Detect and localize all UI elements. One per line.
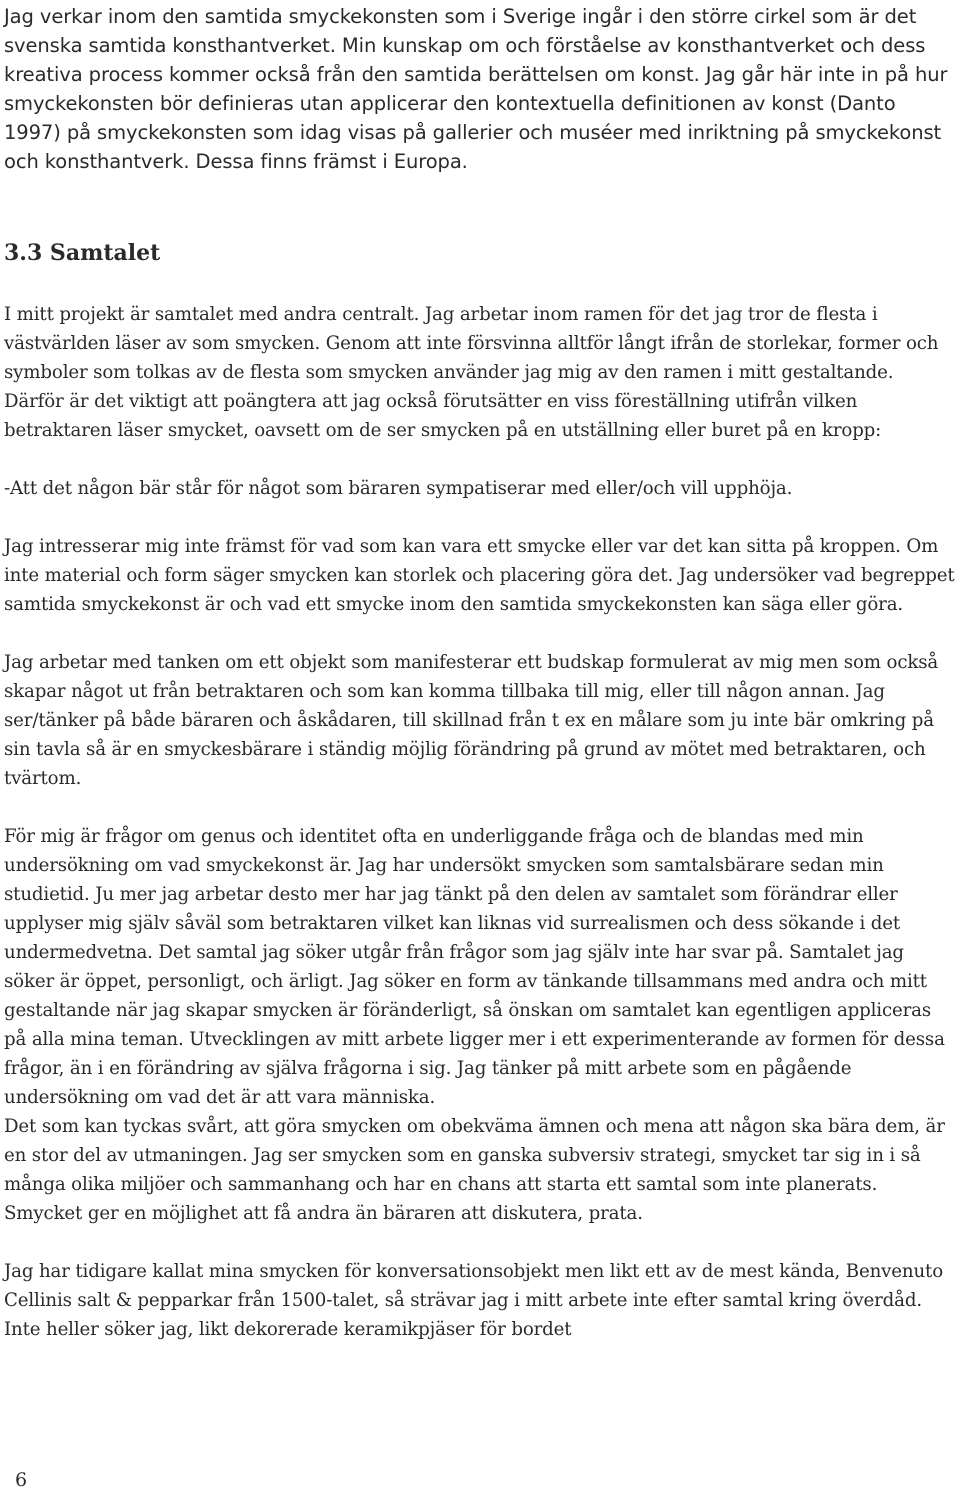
paragraph-8: Jag har tidigare kallat mina smycken för konversationsobjekt men likt ett av de mest kända, Benvenuto Cellinis salt & pepparkar från 1500-talet, så strävar jag i mitt arbete inte efter samtal kring överdåd. Inte heller söker jag, likt dekorerade keramikpjäser för bordet (4, 1261, 944, 1340)
paragraph-2: Därför är det viktigt att poängtera att jag också förutsätter en viss föreställning utifrån vilken betraktaren läser smycket, oavsett om de ser smycken på en utställning eller buret på en kropp: (4, 391, 882, 441)
paragraph-3: -Att det någon bär står för något som bäraren sympatiserar med eller/och vill upphöja. (4, 478, 793, 499)
paragraph-5: Jag arbetar med tanken om ett objekt som manifesterar ett budskap formulerat av mig men som också skapar något ut från betraktaren och som kan komma tillbaka till mig, eller till någon annan. Jag ser/tänker på både bäraren och åskådaren, till skillnad från t ex en målare som ju inte bär omkring på sin tavla så är en smyckesbärare i ständig möjlig förändring på grund av mötet med betraktaren, och tvärtom. (4, 652, 939, 789)
section-body (4, 300, 956, 1344)
paragraph-1: I mitt projekt är samtalet med andra centralt. Jag arbetar inom ramen för det jag tror de flesta i västvärlden läser av som smycken. Genom att inte försvinna alltför långt ifrån de storlekar, former och symboler som tolkas av de flesta som smycken använder jag mig av den ramen i mitt gestaltande. (4, 304, 939, 383)
paragraph-gap (4, 1228, 956, 1257)
paragraph-gap (4, 503, 956, 532)
document-page (4, 0, 956, 1340)
paragraph-4: Jag intresserar mig inte främst för vad som kan vara ett smycke eller var det kan sitta på kroppen. Om inte material och form säger smycken kan storlek och placering göra det. Jag undersöker vad begreppet samtida smyckekonst är och vad ett smycke inom den samtida smyckekonsten kan säga eller göra. (4, 536, 955, 615)
intro-paragraph: Jag verkar inom den samtida smyckekonsten som i Sverige ingår i den större cirkel som är det svenska samtida konsthantverket. Min kunskap om och förståelse av konsthantverket och dess kreativa process kommer också från den samtida berättelsen om konst. Jag går här inte in på hur smyckekonsten bör definieras utan applicerar den kontextuella definitionen av konst (Danto 1997) på smyckekonsten som idag visas på gallerier och muséer med inriktning på smyckekonst och konsthantverk. Dessa finns främst i Europa. (4, 5, 948, 173)
page-number: 6 (15, 1469, 28, 1491)
paragraph-gap (4, 619, 956, 648)
paragraph-gap (4, 793, 956, 822)
paragraph-6: För mig är frågor om genus och identitet ofta en underliggande fråga och de blandas med min undersökning om vad smyckekonst är. Jag har undersökt smycken som samtalsbärare sedan min studietid. Ju mer jag arbetar desto mer har jag tänkt på den delen av samtalet som förändrar eller upplyser mig själv såväl som betraktaren vilket kan liknas vid surrealismen och dess sökande i det undermedvetna. Det samtal jag söker utgår från frågor som jag själv inte har svar på. Samtalet jag söker är öppet, personligt, och ärligt. Jag söker en form av tänkande tillsammans med andra och mitt gestaltande när jag skapar smycken är föränderligt, så önskan om samtalet kan egentligen appliceras på alla mina teman. Utvecklingen av mitt arbete ligger mer i ett experimenterande av formen för dessa frågor, än i en förändring av själva frågorna i sig. Jag tänker på mitt arbete som en pågående undersökning om vad det är att vara människa. (4, 826, 945, 1108)
paragraph-gap (4, 445, 956, 474)
paragraph-7: Det som kan tyckas svårt, att göra smycken om obekväma ämnen och mena att någon ska bära dem, är en stor del av utmaningen. Jag ser smycken som en ganska subversiv strategi, smycket tar sig in i så många olika miljöer och sammanhang och har en chans att starta ett samtal som inte planerats. Smycket ger en möjlighet att få andra än bäraren att diskutera, prata. (4, 1116, 945, 1224)
section-heading: 3.3 Samtalet (4, 240, 161, 266)
